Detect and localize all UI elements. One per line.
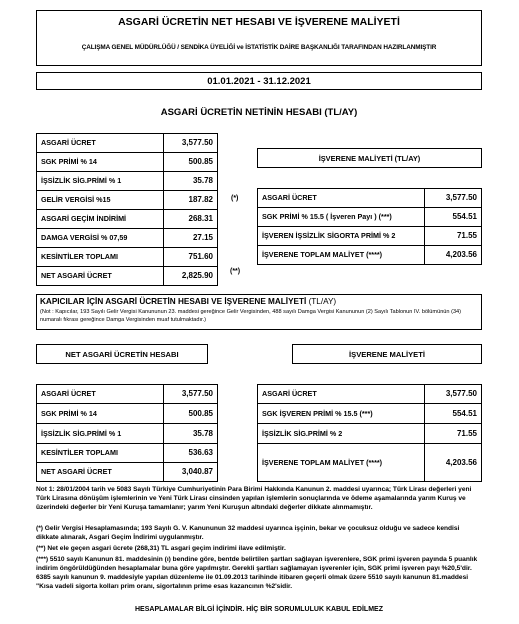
- table-row: [37, 153, 218, 172]
- row-value: 4,203.56: [425, 444, 482, 482]
- row-label: SGK PRİMİ % 14: [37, 404, 164, 424]
- table-row: [258, 208, 482, 227]
- table-row: [37, 404, 218, 424]
- table-row: [258, 189, 482, 208]
- table-row: [258, 246, 482, 265]
- row-label: SGK İŞVEREN PRİMİ % 15.5 (***): [258, 404, 425, 424]
- employer-cost-table: [257, 188, 482, 265]
- table-row: [37, 248, 218, 267]
- table-row: [37, 134, 218, 153]
- table-row: [37, 191, 218, 210]
- table-row: [37, 267, 218, 286]
- table-row: [258, 404, 482, 424]
- table-row: [258, 385, 482, 404]
- row-value: 500.85: [164, 404, 218, 424]
- row-label: ASGARİ GEÇİM İNDİRİMİ: [37, 210, 164, 229]
- row-label: İŞSİZLİK SİG.PRİMİ % 2: [258, 424, 425, 444]
- row-value: 268.31: [164, 210, 218, 229]
- row-label: KESİNTİLER TOPLAMI: [37, 444, 164, 463]
- row-value: 27.15: [164, 229, 218, 248]
- row-label: NET ASGARİ ÜCRET: [37, 267, 164, 286]
- employer-cost-title: İŞVERENE MALİYETİ (TL/AY): [318, 154, 421, 163]
- table-row: [258, 227, 482, 246]
- row-value: 2,825.90: [164, 267, 218, 286]
- row-value: 187.82: [164, 191, 218, 210]
- row-label: GELİR VERGİSİ %15: [37, 191, 164, 210]
- row-label: İŞVERENE TOPLAM MALİYET (****): [258, 246, 425, 265]
- row-label: KESİNTİLER TOPLAMI: [37, 248, 164, 267]
- net-wage-table: [36, 133, 218, 286]
- row-label: İŞVERENE TOPLAM MALİYET (****): [258, 444, 425, 482]
- row-label: ASGARİ ÜCRET: [258, 189, 425, 208]
- table-row: [37, 385, 218, 404]
- row-label: İŞVEREN İŞSİZLİK SİGORTA PRİMİ % 2: [258, 227, 425, 246]
- row-value: 3,577.50: [425, 385, 482, 404]
- kapicilar-title-unit: (TL/AY): [308, 297, 337, 306]
- row-value: 4,203.56: [425, 246, 482, 265]
- table-row: [37, 463, 218, 482]
- kapicilar-title-text: KAPICILAR İÇİN ASGARİ ÜCRETİN HESABI VE İŞVERENE MALİYETİ: [40, 297, 307, 306]
- row-value: 35.78: [164, 424, 218, 444]
- row-label: ASGARİ ÜCRET: [37, 134, 164, 153]
- kapicilar-net-title: NET ASGARİ ÜCRETİN HESABI: [65, 350, 179, 359]
- table-row: [258, 444, 482, 482]
- table-row: [37, 229, 218, 248]
- row-value: 71.55: [425, 227, 482, 246]
- note-3: (**) Net ele geçen asgari ücrete (268,31) TL asgari geçim indirimi ilave edilmiştir.: [36, 545, 286, 552]
- table-row: [37, 444, 218, 463]
- kapicilar-net-table: [36, 384, 218, 482]
- row-value: 554.51: [425, 404, 482, 424]
- row-value: 554.51: [425, 208, 482, 227]
- note-1: Not 1: 28/01/2004 tarih ve 5083 Sayılı Türkiye Cumhuriyetinin Para Birimi Hakkında Kanunun 2. maddesi uyarınca; Türk Lirası değerleri yeni Türk Lirasına dönüşüm işlemlerinin ve Yeni Türk Lirası cinsinden yapılan işlemlerin sonuçlarında ve ödeme aşamalarında yarım Kuruş ve üzerindeki değerler bir Yeni Kuruşa tamamlanır; yarım Yeni Kuruşun altındaki değerler dikkate alınmamıştır.: [36, 486, 472, 511]
- table-row: [258, 424, 482, 444]
- period-label: 01.01.2021 - 31.12.2021: [207, 76, 311, 87]
- row-value: 3,040.87: [164, 463, 218, 482]
- table-row: [37, 424, 218, 444]
- page-subtitle: ÇALIŞMA GENEL MÜDÜRLÜĞÜ / SENDİKA ÜYELİĞİ ve İSTATİSTİK DAİRE BAŞKANLIĞI TARAFINDAN HAZIRLANMIŞTIR: [81, 44, 437, 51]
- row-value: 3,577.50: [425, 189, 482, 208]
- kapicilar-employer-title: İŞVERENE MALİYETİ: [349, 350, 425, 359]
- kapicilar-exemption-note: (Not : Kapıcılar, 193 Sayılı Gelir Vergisi Kanununun 23. maddesi gereğince Gelir Vergisinden, 488 sayılı Damga Vergisi Kanununun (2) Sayılı Tablonun IV. bölümünün (34) numaralı fıkrası gereğince Damga Vergisinden muaf tutulmaktadır.): [40, 309, 462, 323]
- row-label: ASGARİ ÜCRET: [258, 385, 425, 404]
- section1-title: ASGARİ ÜCRETİN NETİNİN HESABI (TL/AY): [160, 107, 358, 118]
- page-title: ASGARİ ÜCRETİN NET HESABI VE İŞVERENE MALİYETİ: [118, 16, 400, 28]
- row-label: SGK PRİMİ % 14: [37, 153, 164, 172]
- gelir-vergisi-mark: (*): [231, 195, 239, 202]
- kapicilar-employer-table: [257, 384, 482, 482]
- note-4: (***) 5510 sayılı Kanunun 81. maddesinin (ı) bendine göre, bentde belirtilen şartları sağlayan işverenlere, SGK primi işveren payında 5 puanlık indirim öngörüldüğünden hesaplamalar buna göre yapılmıştır. Gerekli şartları sağlamayan işverenler için, SGK primi işveren payı %20,5'dir. 6385 sayılı kanunun 9. maddesiyle yapılan düzenleme ile 01.09.2013 tarihinde itibaren geçerli olmak üzere 5510 sayılı kanunun 81.maddesi "Kısa vadeli sigorta kolları prim oranı, sigortalının prime esas kazancının %2'sidir.: [36, 556, 478, 590]
- row-label: SGK PRİMİ % 15.5 ( İşveren Payı ) (***): [258, 208, 425, 227]
- row-label: NET ASGARİ ÜCRET: [37, 463, 164, 482]
- table-row: [37, 210, 218, 229]
- row-value: 751.60: [164, 248, 218, 267]
- row-value: 3,577.50: [164, 134, 218, 153]
- kapicilar-title: [40, 297, 336, 306]
- footer-disclaimer: HESAPLAMALAR BİLGİ İÇİNDİR. HİÇ BİR SORUMLULUK KABUL EDİLMEZ: [135, 606, 383, 613]
- row-value: 500.85: [164, 153, 218, 172]
- note-2: (*) Gelir Vergisi Hesaplamasında; 193 Sayılı G. V. Kanununun 32 maddesi uyarınca işçinin, bekar ve çocuksuz olduğu ve sadece kendisi dikkate alınarak, Asgari Geçim İndirimi uygulanmıştır.: [36, 525, 460, 541]
- row-label: İŞSİZLİK SİG.PRİMİ % 1: [37, 424, 164, 444]
- row-label: İŞSİZLİK SİG.PRİMİ % 1: [37, 172, 164, 191]
- row-value: 71.55: [425, 424, 482, 444]
- net-wage-mark: (**): [230, 268, 241, 275]
- row-value: 536.63: [164, 444, 218, 463]
- row-label: ASGARİ ÜCRET: [37, 385, 164, 404]
- table-row: [37, 172, 218, 191]
- row-label: DAMGA VERGİSİ % 07,59: [37, 229, 164, 248]
- row-value: 35.78: [164, 172, 218, 191]
- row-value: 3,577.50: [164, 385, 218, 404]
